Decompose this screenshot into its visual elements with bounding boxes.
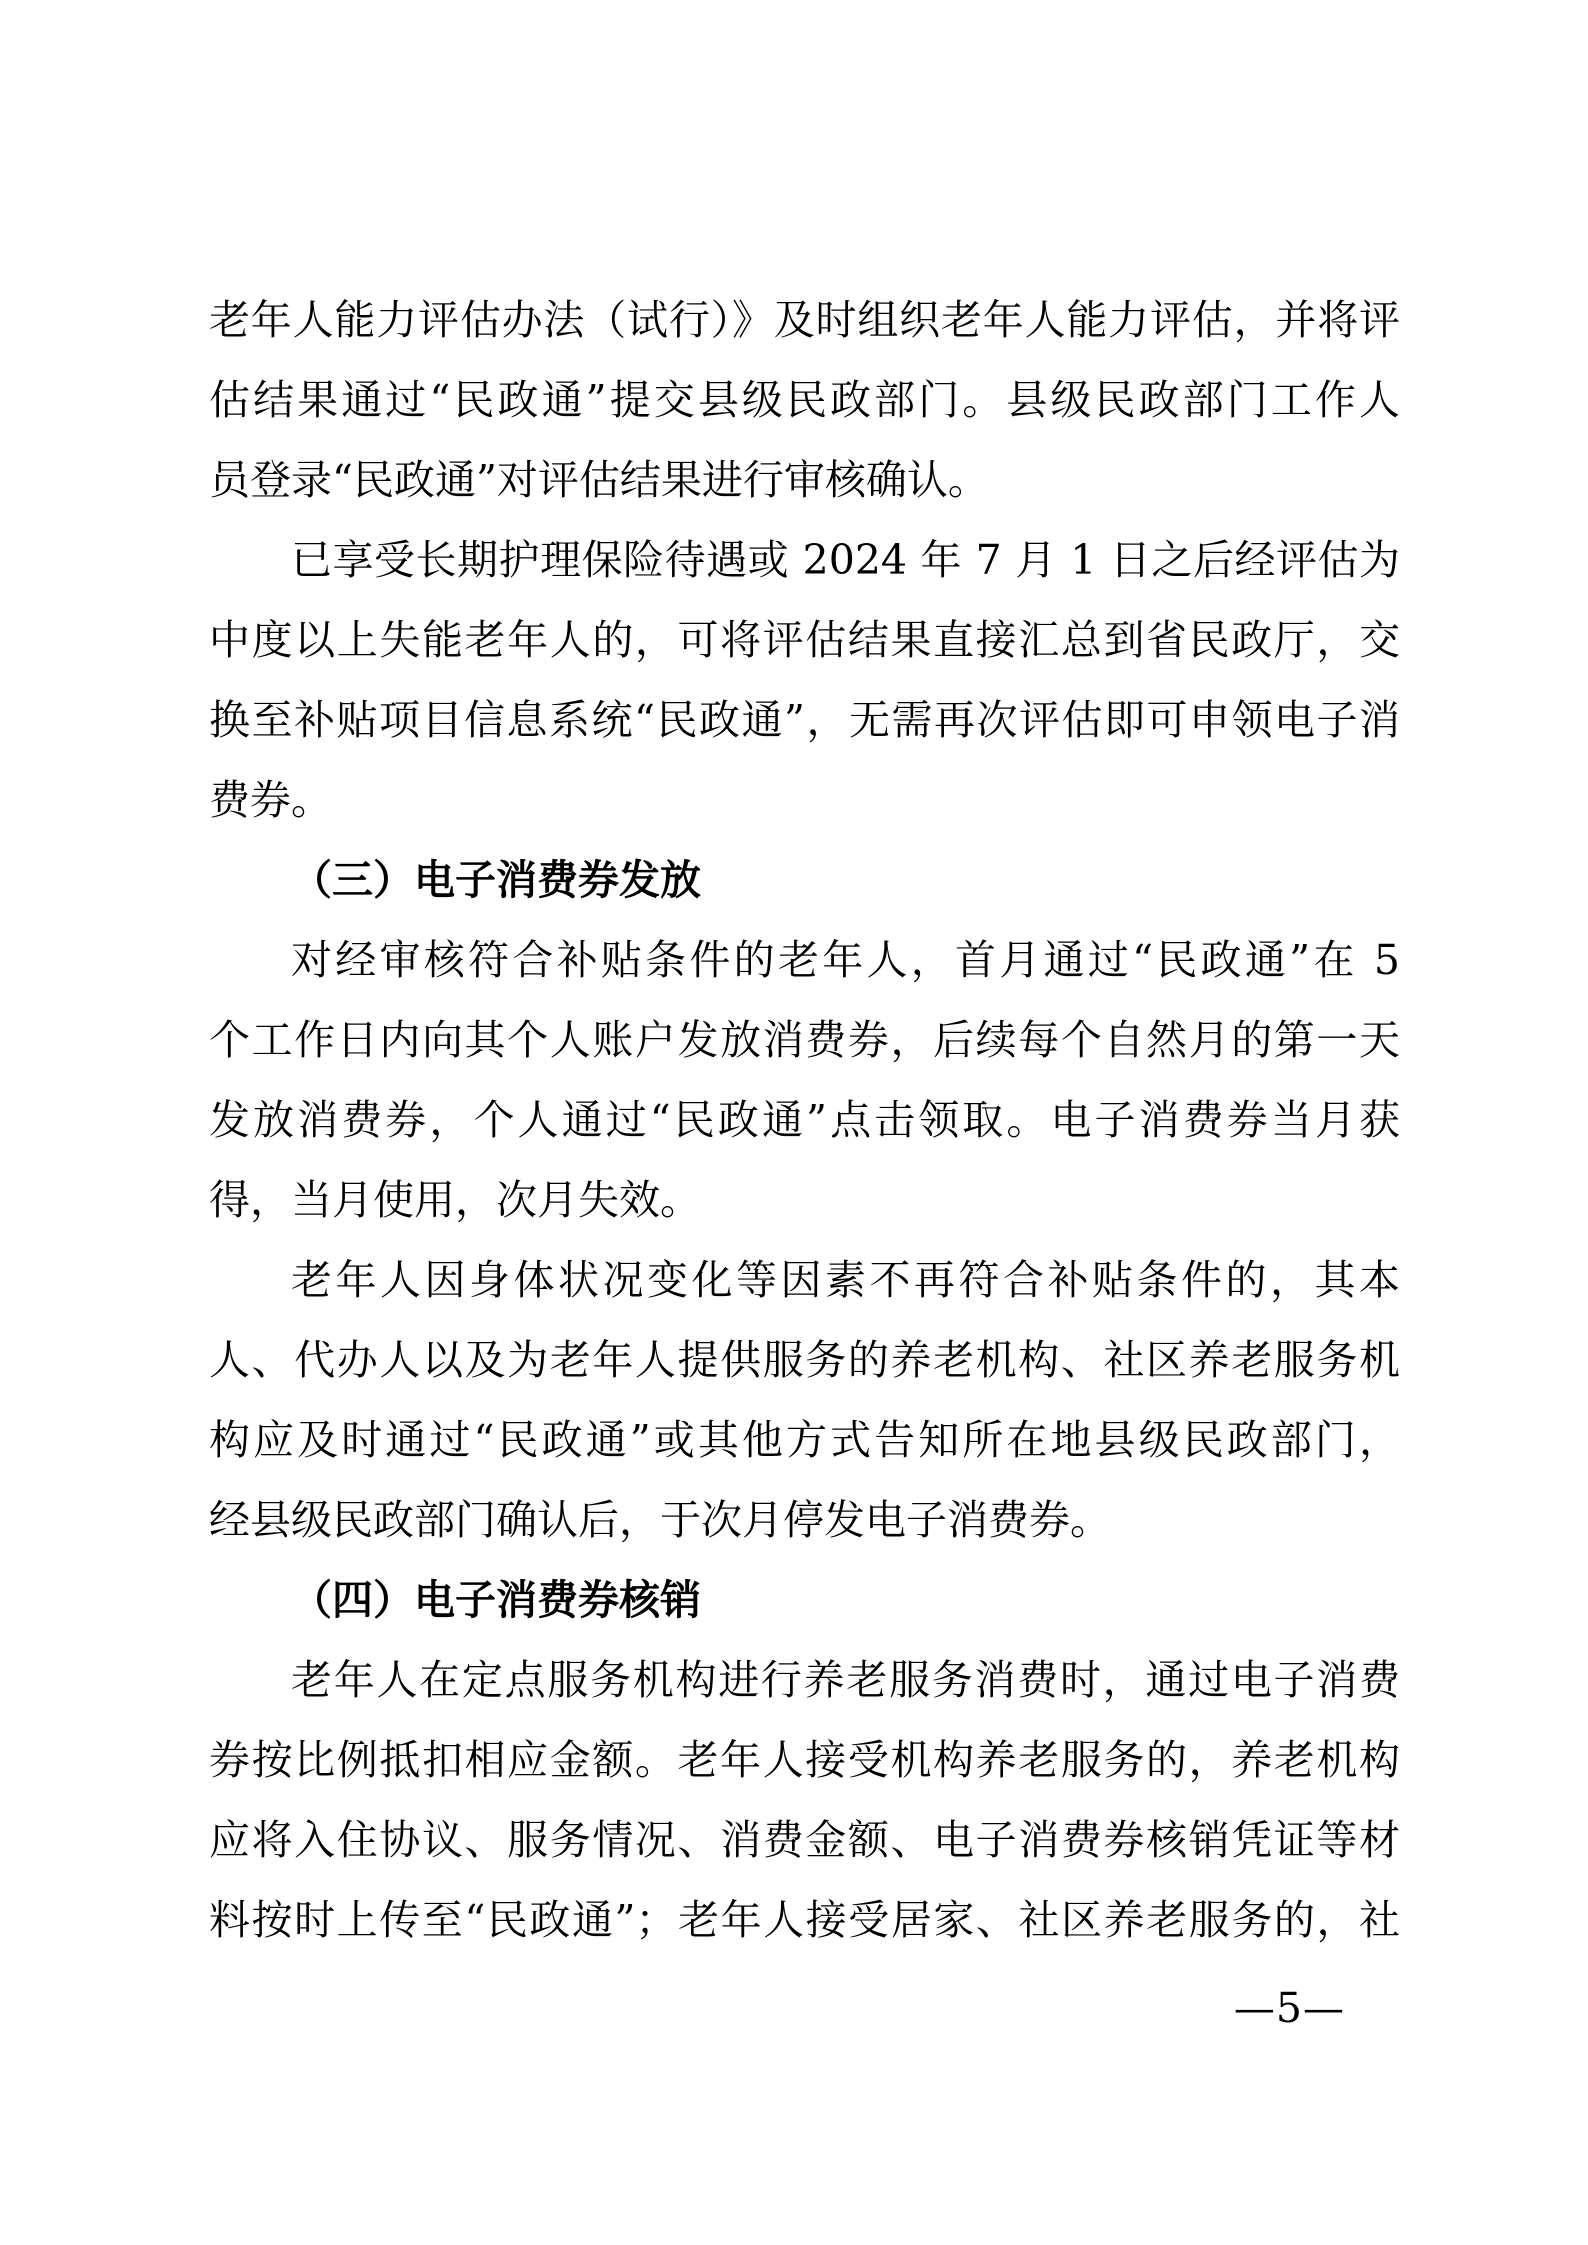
text-line: 经县级民政部门确认后，于次月停发电子消费券。 <box>209 1496 1111 1544</box>
text-line: 员登录“民政通”对评估结果进行审核确认。 <box>209 456 989 504</box>
text-line: 中度以上失能老年人的，可将评估结果直接汇总到省民政厅，交 <box>209 616 1400 664</box>
text-line: 料按时上传至“民政通”；老年人接受居家、社区养老服务的，社 <box>209 1896 1400 1944</box>
text-line: 发放消费券，个人通过“民政通”点击领取。电子消费券当月获 <box>209 1096 1400 1144</box>
text-line: 已享受长期护理保险待遇或 2024 年 7 月 1 日之后经评估为 <box>291 536 1400 584</box>
text-line: 个工作日内向其个人账户发放消费券，后续每个自然月的第一天 <box>209 1016 1400 1064</box>
text-line: 老年人因身体状况变化等因素不再符合补贴条件的，其本 <box>291 1256 1400 1304</box>
text-line: 估结果通过“民政通”提交县级民政部门。县级民政部门工作人 <box>209 376 1400 424</box>
page-number: —5— <box>1233 1984 1345 2032</box>
text-line: 对经审核符合补贴条件的老年人，首月通过“民政通”在 5 <box>291 936 1400 984</box>
text-line: 老年人能力评估办法（试行）》及时组织老年人能力评估，并将评 <box>209 296 1400 344</box>
text-line: 老年人在定点服务机构进行养老服务消费时，通过电子消费 <box>291 1656 1400 1704</box>
text-line: 构应及时通过“民政通”或其他方式告知所在地县级民政部门， <box>209 1416 1400 1464</box>
section-heading: （三）电子消费券发放 <box>291 856 701 904</box>
text-line: 换至补贴项目信息系统“民政通”，无需再次评估即可申领电子消 <box>209 696 1400 744</box>
text-line: 费券。 <box>209 776 332 824</box>
section-heading: （四）电子消费券核销 <box>291 1576 701 1624</box>
text-line: 应将入住协议、服务情况、消费金额、电子消费券核销凭证等材 <box>209 1816 1400 1864</box>
text-line: 得，当月使用，次月失效。 <box>209 1176 701 1224</box>
text-line: 券按比例抵扣相应金额。老年人接受机构养老服务的，养老机构 <box>209 1736 1400 1784</box>
document-body <box>209 280 1400 1960</box>
text-line: 人、代办人以及为老年人提供服务的养老机构、社区养老服务机 <box>209 1336 1400 1384</box>
